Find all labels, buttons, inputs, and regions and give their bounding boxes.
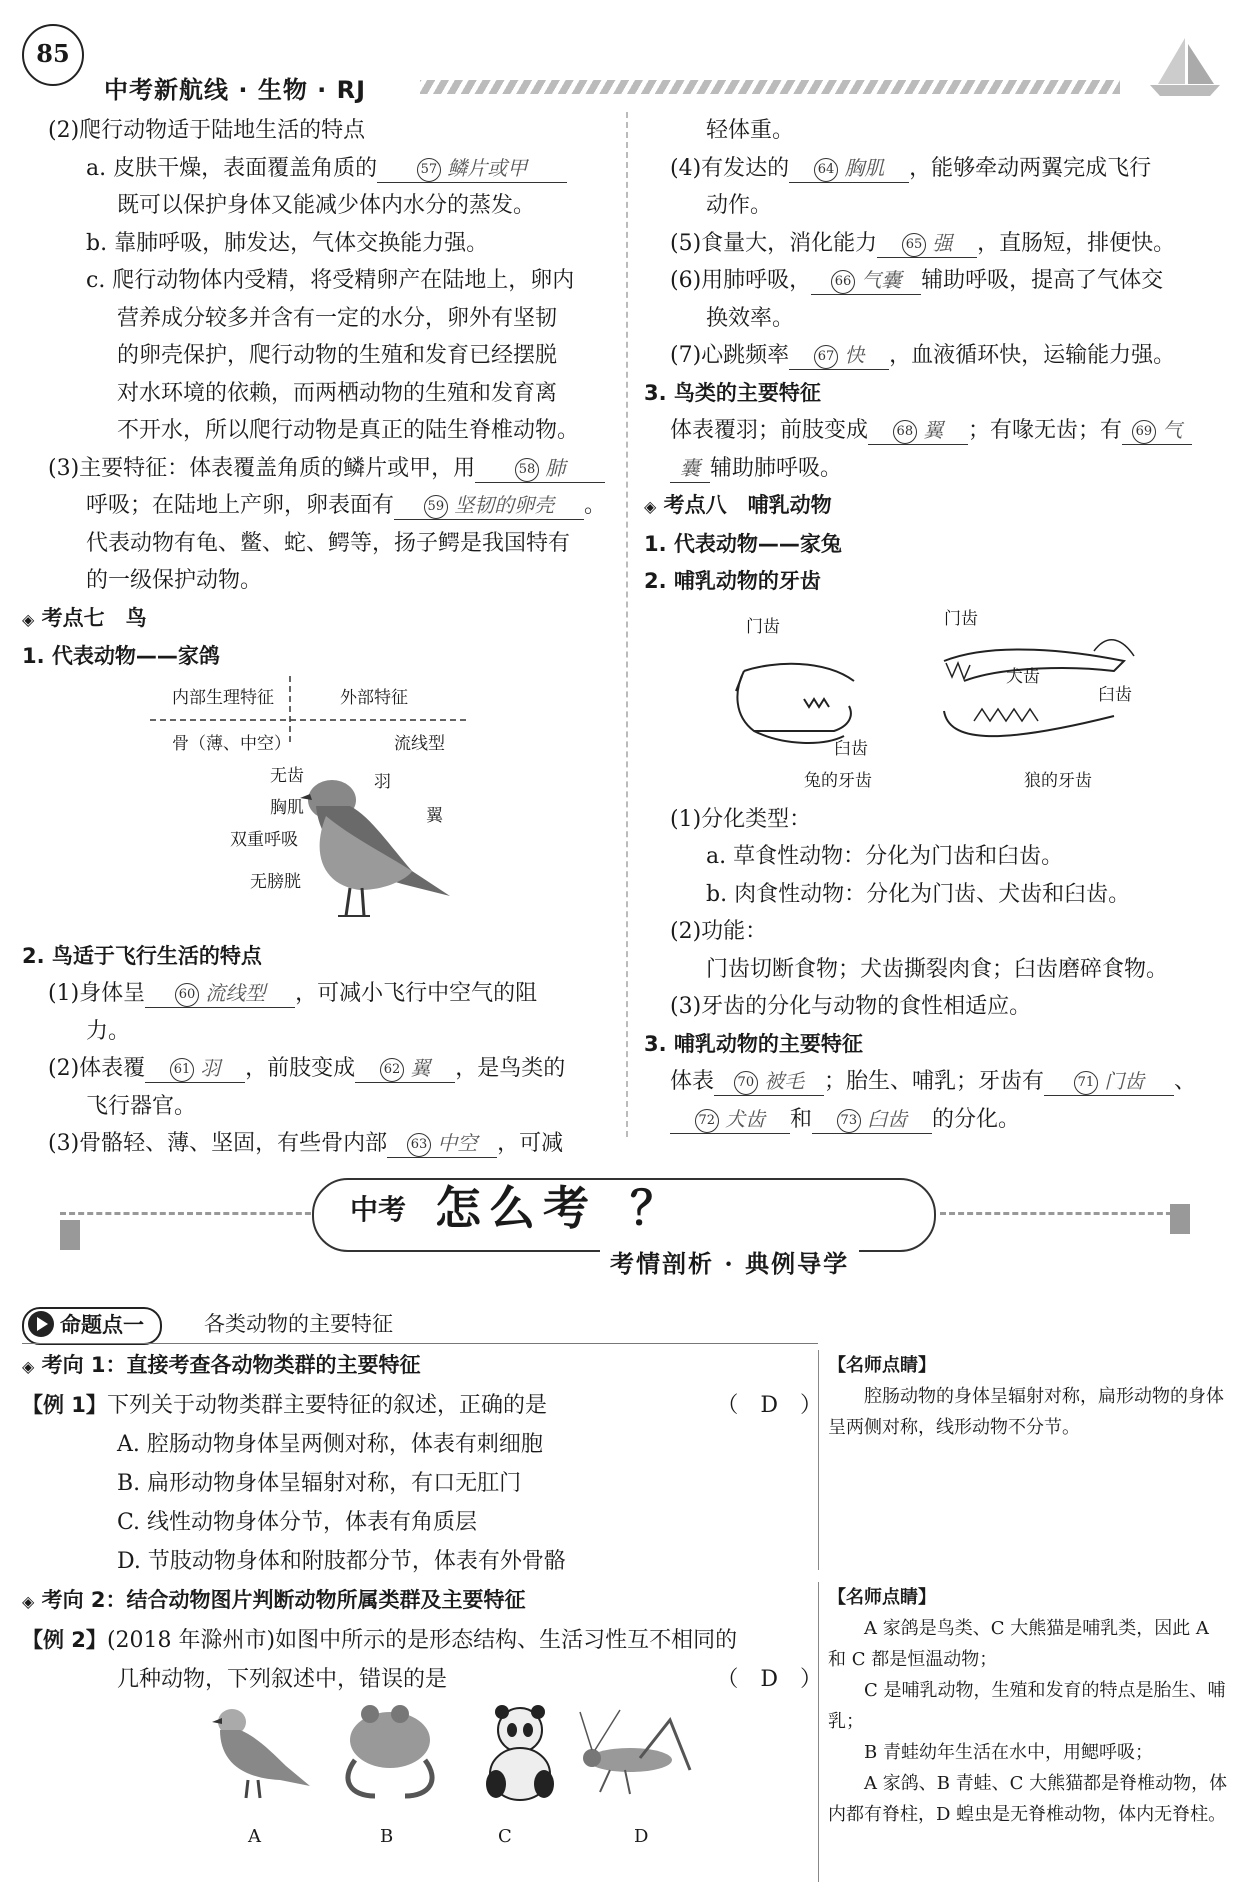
text-line: 轻体重。 bbox=[706, 118, 795, 143]
blank-number: 57 bbox=[417, 158, 441, 182]
text-line: 1. 代表动物——家兔 bbox=[644, 531, 842, 556]
text-line bbox=[644, 412, 1224, 450]
text-span: (3)骨骼轻、薄、坚固，有些骨内部 bbox=[48, 1131, 388, 1156]
panda-picture bbox=[486, 1705, 554, 1800]
text-span: (4)有发达的 bbox=[670, 155, 790, 181]
fig-caption-wolf: 狼的牙齿 bbox=[1024, 770, 1092, 791]
banner-main-text: 怎么考 bbox=[435, 1181, 597, 1235]
blank-number: 69 bbox=[1132, 420, 1156, 444]
text-span: 呼吸；在陆地上产卵，卵表面有 bbox=[86, 493, 395, 518]
text-line: 3. 哺乳动物的主要特征 bbox=[644, 1031, 863, 1056]
text-span: ，直肠短，排便快。 bbox=[977, 230, 1176, 256]
text-line bbox=[644, 1101, 1224, 1139]
blank-number: 68 bbox=[893, 420, 917, 444]
text-line: 动作。 bbox=[706, 193, 773, 218]
text-line: (2)爬行动物适于陆地生活的特点 bbox=[48, 118, 366, 143]
fig-label-noteeth: 无齿 bbox=[270, 765, 304, 786]
example-2-question bbox=[22, 1621, 822, 1660]
fig-label-molar-wolf: 臼齿 bbox=[1098, 684, 1132, 705]
text-line bbox=[22, 150, 612, 188]
answer-text: 气囊 bbox=[861, 268, 902, 292]
fig-label-molar-rabbit: 臼齿 bbox=[834, 738, 868, 759]
section-title: 各类动物的主要特征 bbox=[204, 1312, 393, 1336]
answer-text: 鳞片或甲 bbox=[447, 155, 528, 180]
text-line: (2)功能： bbox=[670, 919, 768, 944]
text-line bbox=[644, 337, 1224, 375]
text-line: 2. 哺乳动物的牙齿 bbox=[644, 569, 821, 593]
text-span: ，能够牵动两翼完成飞行 bbox=[909, 155, 1152, 181]
text-line: 的卵壳保护，爬行动物的生殖和发育已经摆脱 bbox=[117, 343, 558, 368]
text-line bbox=[644, 225, 1224, 263]
answer-bracket: （ D ） bbox=[716, 1393, 822, 1418]
text-span: 。 bbox=[584, 493, 607, 518]
diamond-icon: ◈ bbox=[22, 1592, 35, 1611]
answer-blank-68 bbox=[868, 416, 968, 445]
picture-label-d: D bbox=[634, 1826, 649, 1847]
answer-blank-69 bbox=[1122, 416, 1192, 445]
answer-blank-66 bbox=[811, 266, 921, 295]
blank-number: 67 bbox=[814, 345, 838, 369]
answer-blank-63 bbox=[387, 1129, 497, 1158]
banner-subtitle: 考情剖析 · 典例导学 bbox=[600, 1244, 859, 1279]
fig-label-bone: 骨（薄、中空） bbox=[172, 733, 291, 754]
fig-label-double: 双重呼吸 bbox=[230, 829, 298, 850]
banner-block-left bbox=[60, 1220, 80, 1250]
text-span: (7)心跳频率 bbox=[670, 343, 790, 368]
blank-number: 60 bbox=[175, 983, 199, 1007]
answer-text: 犬齿 bbox=[725, 1106, 766, 1131]
text-line bbox=[22, 487, 612, 525]
text-span: ，是鸟类的 bbox=[455, 1056, 566, 1081]
blank-number: 72 bbox=[695, 1109, 719, 1133]
text-line: 营养成分较多并含有一定的水分，卵外有坚韧 bbox=[117, 305, 558, 331]
text-line: c. 爬行动物体内受精，将受精卵产在陆地上，卵内 bbox=[86, 268, 575, 293]
blank-number: 58 bbox=[515, 458, 539, 482]
answer-blank-65 bbox=[877, 229, 977, 258]
heading-text: 考向 1：直接考查各动物类群的主要特征 bbox=[41, 1353, 421, 1377]
fig-label-canine: 犬齿 bbox=[1006, 666, 1040, 687]
kaodian-7-heading bbox=[22, 600, 612, 639]
answer-text: 快 bbox=[844, 343, 865, 367]
answer-blank-73 bbox=[812, 1105, 932, 1134]
note-text: C 是哺乳动物，生殖和发育的特点是胎生、哺乳； bbox=[828, 1680, 1226, 1732]
fig-caption-rabbit: 兔的牙齿 bbox=[804, 770, 872, 791]
fig-label-nobladder: 无膀胱 bbox=[250, 871, 301, 892]
blank-number: 71 bbox=[1074, 1071, 1098, 1095]
answer-text: 气 bbox=[1162, 418, 1183, 442]
heading-text: 考点八 哺乳动物 bbox=[663, 493, 832, 517]
answer-text: 翼 bbox=[923, 418, 944, 442]
left-column bbox=[22, 112, 612, 1163]
diamond-icon: ◈ bbox=[22, 609, 35, 629]
blank-number: 70 bbox=[734, 1071, 758, 1095]
text-line bbox=[22, 1125, 612, 1163]
answer-blank-58 bbox=[475, 454, 605, 483]
blank-number: 62 bbox=[380, 1058, 404, 1082]
fig-label-internal: 内部生理特征 bbox=[172, 687, 274, 708]
question-text: 下列关于动物类群主要特征的叙述，正确的是 bbox=[106, 1393, 547, 1418]
text-span: ，可减 bbox=[497, 1131, 564, 1156]
example-label: 【例 1】 bbox=[22, 1393, 107, 1417]
text-span: (5)食量大，消化能力 bbox=[670, 230, 878, 256]
pill-text: 命题点一 bbox=[60, 1313, 144, 1337]
fig-label-feather: 羽 bbox=[374, 771, 391, 792]
text-span: ；胎生、哺乳；牙齿有 bbox=[824, 1069, 1045, 1094]
example-label: 【例 2】 bbox=[22, 1628, 107, 1652]
question-text: (2018 年滁州市)如图中所示的是形态结构、生活习性互不相同的 bbox=[106, 1628, 738, 1653]
text-line bbox=[22, 1050, 612, 1088]
picture-label-b: B bbox=[380, 1826, 394, 1847]
direction-1 bbox=[22, 1346, 822, 1699]
pigeon-figure bbox=[22, 676, 612, 938]
pigeon-picture bbox=[212, 1709, 310, 1798]
text-line: 3. 鸟类的主要特征 bbox=[644, 380, 821, 405]
text-line bbox=[644, 450, 1224, 488]
text-line: 1. 代表动物——家鸽 bbox=[22, 644, 220, 668]
example-1-question bbox=[22, 1386, 822, 1425]
blank-number: 63 bbox=[407, 1133, 431, 1157]
kaodian-8-heading bbox=[644, 487, 1224, 526]
answer-text: 翼 bbox=[410, 1056, 431, 1080]
fig-label-chest: 胸肌 bbox=[270, 797, 304, 818]
text-span: 体表 bbox=[670, 1069, 715, 1094]
heading-text: 考点七 鸟 bbox=[41, 605, 147, 630]
book-title: 中考新航线 · 生物 · RJ bbox=[104, 76, 367, 104]
answer-text: 胸肌 bbox=[844, 155, 885, 180]
fig-label-incisor-rabbit: 门齿 bbox=[746, 616, 780, 637]
answer-blank-59 bbox=[394, 491, 584, 520]
text-span: ，可减小飞行中空气的阻 bbox=[295, 981, 538, 1006]
text-line: 门齿切断食物；犬齿撕裂肉食；臼齿磨碎食物。 bbox=[706, 956, 1169, 982]
note-text: A 家鸽、B 青蛙、C 大熊猫都是脊椎动物，体内都有脊柱，D 蝗虫是无脊椎动物，体内无脊柱。 bbox=[828, 1773, 1228, 1825]
answer-text: 被毛 bbox=[764, 1069, 805, 1093]
diamond-icon: ◈ bbox=[22, 1357, 35, 1376]
text-line bbox=[644, 150, 1224, 188]
diamond-icon: ◈ bbox=[644, 497, 657, 516]
text-span: 和 bbox=[790, 1106, 813, 1132]
blank-number: 73 bbox=[837, 1109, 861, 1133]
answer-blank-62 bbox=[355, 1054, 455, 1083]
answer-blank-69-cont bbox=[670, 454, 710, 483]
text-line: 力。 bbox=[86, 1018, 131, 1044]
text-span: (6)用肺呼吸， bbox=[670, 268, 812, 293]
text-line: 不开水，所以爬行动物是真正的陆生脊椎动物。 bbox=[117, 418, 580, 443]
text-line: (1)分化类型： bbox=[670, 806, 812, 832]
text-span: ，血液循环快，运输能力强。 bbox=[889, 343, 1176, 368]
note-text: B 青蛙幼年生活在水中，用鳃呼吸； bbox=[864, 1742, 1153, 1763]
teacher-note-1 bbox=[828, 1350, 1228, 1570]
option-a: A. 腔肠动物身体呈两侧对称，体表有刺细胞 bbox=[117, 1432, 543, 1457]
answer-blank-64 bbox=[789, 154, 909, 183]
text-line: b. 肉食性动物：分化为门齿、犬齿和臼齿。 bbox=[706, 881, 1131, 907]
banner-block-right bbox=[1170, 1204, 1190, 1234]
text-line: a. 草食性动物：分化为门齿和臼齿。 bbox=[706, 844, 1064, 869]
sailboat-icon bbox=[1140, 30, 1230, 100]
blank-number: 61 bbox=[170, 1058, 194, 1082]
answer-text: 囊 bbox=[680, 455, 700, 480]
picture-label-c: C bbox=[498, 1826, 512, 1847]
text-line bbox=[22, 975, 612, 1013]
proposition-pill bbox=[22, 1307, 162, 1345]
text-line: 的一级保护动物。 bbox=[86, 568, 263, 593]
text-line: 飞行器官。 bbox=[86, 1093, 197, 1119]
blank-number: 64 bbox=[814, 158, 838, 182]
note-border bbox=[818, 1582, 819, 1882]
answer-blank-67 bbox=[789, 341, 889, 370]
answer-text: 坚韧的卵壳 bbox=[454, 493, 555, 517]
answer-text: 流线型 bbox=[205, 981, 266, 1005]
option-b: B. 扁形动物身体呈辐射对称，有口无肛门 bbox=[117, 1471, 522, 1496]
page-number: 85 bbox=[22, 24, 84, 86]
answer-text: 羽 bbox=[200, 1056, 221, 1080]
note-text: A 家鸽是鸟类、C 大熊猫是哺乳类，因此 A 和 C 都是恒温动物； bbox=[828, 1618, 1209, 1670]
answer-text: 强 bbox=[932, 230, 953, 255]
answer-text: 肺 bbox=[545, 455, 566, 480]
text-span: (1)身体呈 bbox=[48, 981, 146, 1006]
answer-text: 臼齿 bbox=[867, 1106, 908, 1131]
note-heading: 【名师点睛】 bbox=[828, 1587, 936, 1608]
picture-label-a: A bbox=[248, 1826, 261, 1847]
fig-label-streamline: 流线型 bbox=[394, 733, 445, 754]
fig-label-wing: 翼 bbox=[426, 805, 443, 826]
teeth-diagram bbox=[714, 621, 1214, 771]
answer-blank-70 bbox=[714, 1067, 824, 1096]
frog-picture bbox=[348, 1705, 432, 1796]
note-border bbox=[818, 1350, 819, 1570]
text-span: a. 皮肤干燥，表面覆盖角质的 bbox=[86, 155, 378, 181]
blank-number: 65 bbox=[902, 233, 926, 257]
text-line bbox=[644, 262, 1224, 300]
answer-bracket: （ D ） bbox=[716, 1667, 822, 1692]
text-line: 对水环境的依赖，而两栖动物的生殖和发育离 bbox=[117, 380, 558, 406]
column-divider bbox=[626, 112, 628, 1137]
text-line bbox=[644, 1063, 1224, 1101]
fig-label-incisor-wolf: 门齿 bbox=[944, 608, 978, 629]
text-span: ；有喙无齿；有 bbox=[968, 418, 1123, 443]
option-c: C. 线性动物身体分节，体表有角质层 bbox=[117, 1510, 478, 1535]
direction-heading bbox=[22, 1346, 822, 1386]
note-heading: 【名师点睛】 bbox=[828, 1355, 936, 1376]
text-line: (3)牙齿的分化与动物的食性相适应。 bbox=[670, 994, 1032, 1019]
text-span: 、 bbox=[1174, 1069, 1197, 1094]
text-line: 代表动物有龟、鳖、蛇、鳄等，扬子鳄是我国特有 bbox=[86, 530, 571, 556]
text-span: (2)体表覆 bbox=[48, 1056, 146, 1081]
text-line: 既可以保护身体又能减少体内水分的蒸发。 bbox=[117, 193, 536, 218]
play-icon bbox=[28, 1311, 54, 1337]
teacher-note-2 bbox=[828, 1582, 1228, 1882]
blank-number: 59 bbox=[424, 495, 448, 519]
answer-blank-61 bbox=[145, 1054, 245, 1083]
text-span: 体表覆羽；前肢变成 bbox=[670, 418, 869, 443]
answer-blank-57 bbox=[377, 154, 567, 183]
text-line: 换效率。 bbox=[706, 305, 795, 331]
blank-number: 66 bbox=[831, 270, 855, 294]
fig-label-external: 外部特征 bbox=[340, 687, 408, 708]
exam-banner bbox=[60, 1170, 1190, 1278]
text-line bbox=[22, 450, 612, 488]
teeth-figure bbox=[644, 601, 1224, 801]
direction-heading bbox=[22, 1581, 822, 1621]
example-2-question-cont bbox=[22, 1660, 822, 1699]
right-column bbox=[644, 112, 1224, 1138]
text-line: b. 靠肺呼吸，肺发达，气体交换能力强。 bbox=[86, 230, 489, 256]
answer-text: 中空 bbox=[437, 1131, 478, 1155]
banner-dash-left bbox=[60, 1212, 320, 1215]
text-span: ，前肢变成 bbox=[245, 1056, 356, 1081]
text-span: 辅助呼吸，提高了气体交 bbox=[921, 268, 1164, 293]
animal-pictures bbox=[200, 1700, 700, 1810]
answer-text: 门齿 bbox=[1104, 1069, 1145, 1093]
answer-blank-60 bbox=[145, 979, 295, 1008]
grasshopper-picture bbox=[580, 1710, 690, 1794]
answer-blank-71 bbox=[1044, 1067, 1174, 1096]
text-span: 辅助肺呼吸。 bbox=[710, 455, 843, 481]
banner-dash-right bbox=[940, 1212, 1190, 1215]
banner-left-text: 中考 bbox=[350, 1193, 407, 1226]
text-line: 2. 鸟适于飞行生活的特点 bbox=[22, 943, 262, 968]
note-text: 腔肠动物的身体呈辐射对称，扁形动物的身体呈两侧对称，线形动物不分节。 bbox=[828, 1386, 1224, 1438]
text-span: 的分化。 bbox=[932, 1106, 1021, 1132]
header-decor-bar bbox=[420, 80, 1120, 94]
answer-blank-72 bbox=[670, 1105, 790, 1134]
question-text: 几种动物，下列叙述中，错误的是 bbox=[117, 1667, 448, 1692]
section-underline bbox=[22, 1343, 818, 1344]
text-span: (3)主要特征：体表覆盖角质的鳞片或甲，用 bbox=[48, 455, 476, 481]
heading-text: 考向 2：结合动物图片判断动物所属类群及主要特征 bbox=[41, 1588, 526, 1612]
banner-question-mark: ？ bbox=[630, 1181, 676, 1235]
option-d: D. 节肢动物身体和附肢都分节，体表有外骨骼 bbox=[117, 1549, 566, 1574]
